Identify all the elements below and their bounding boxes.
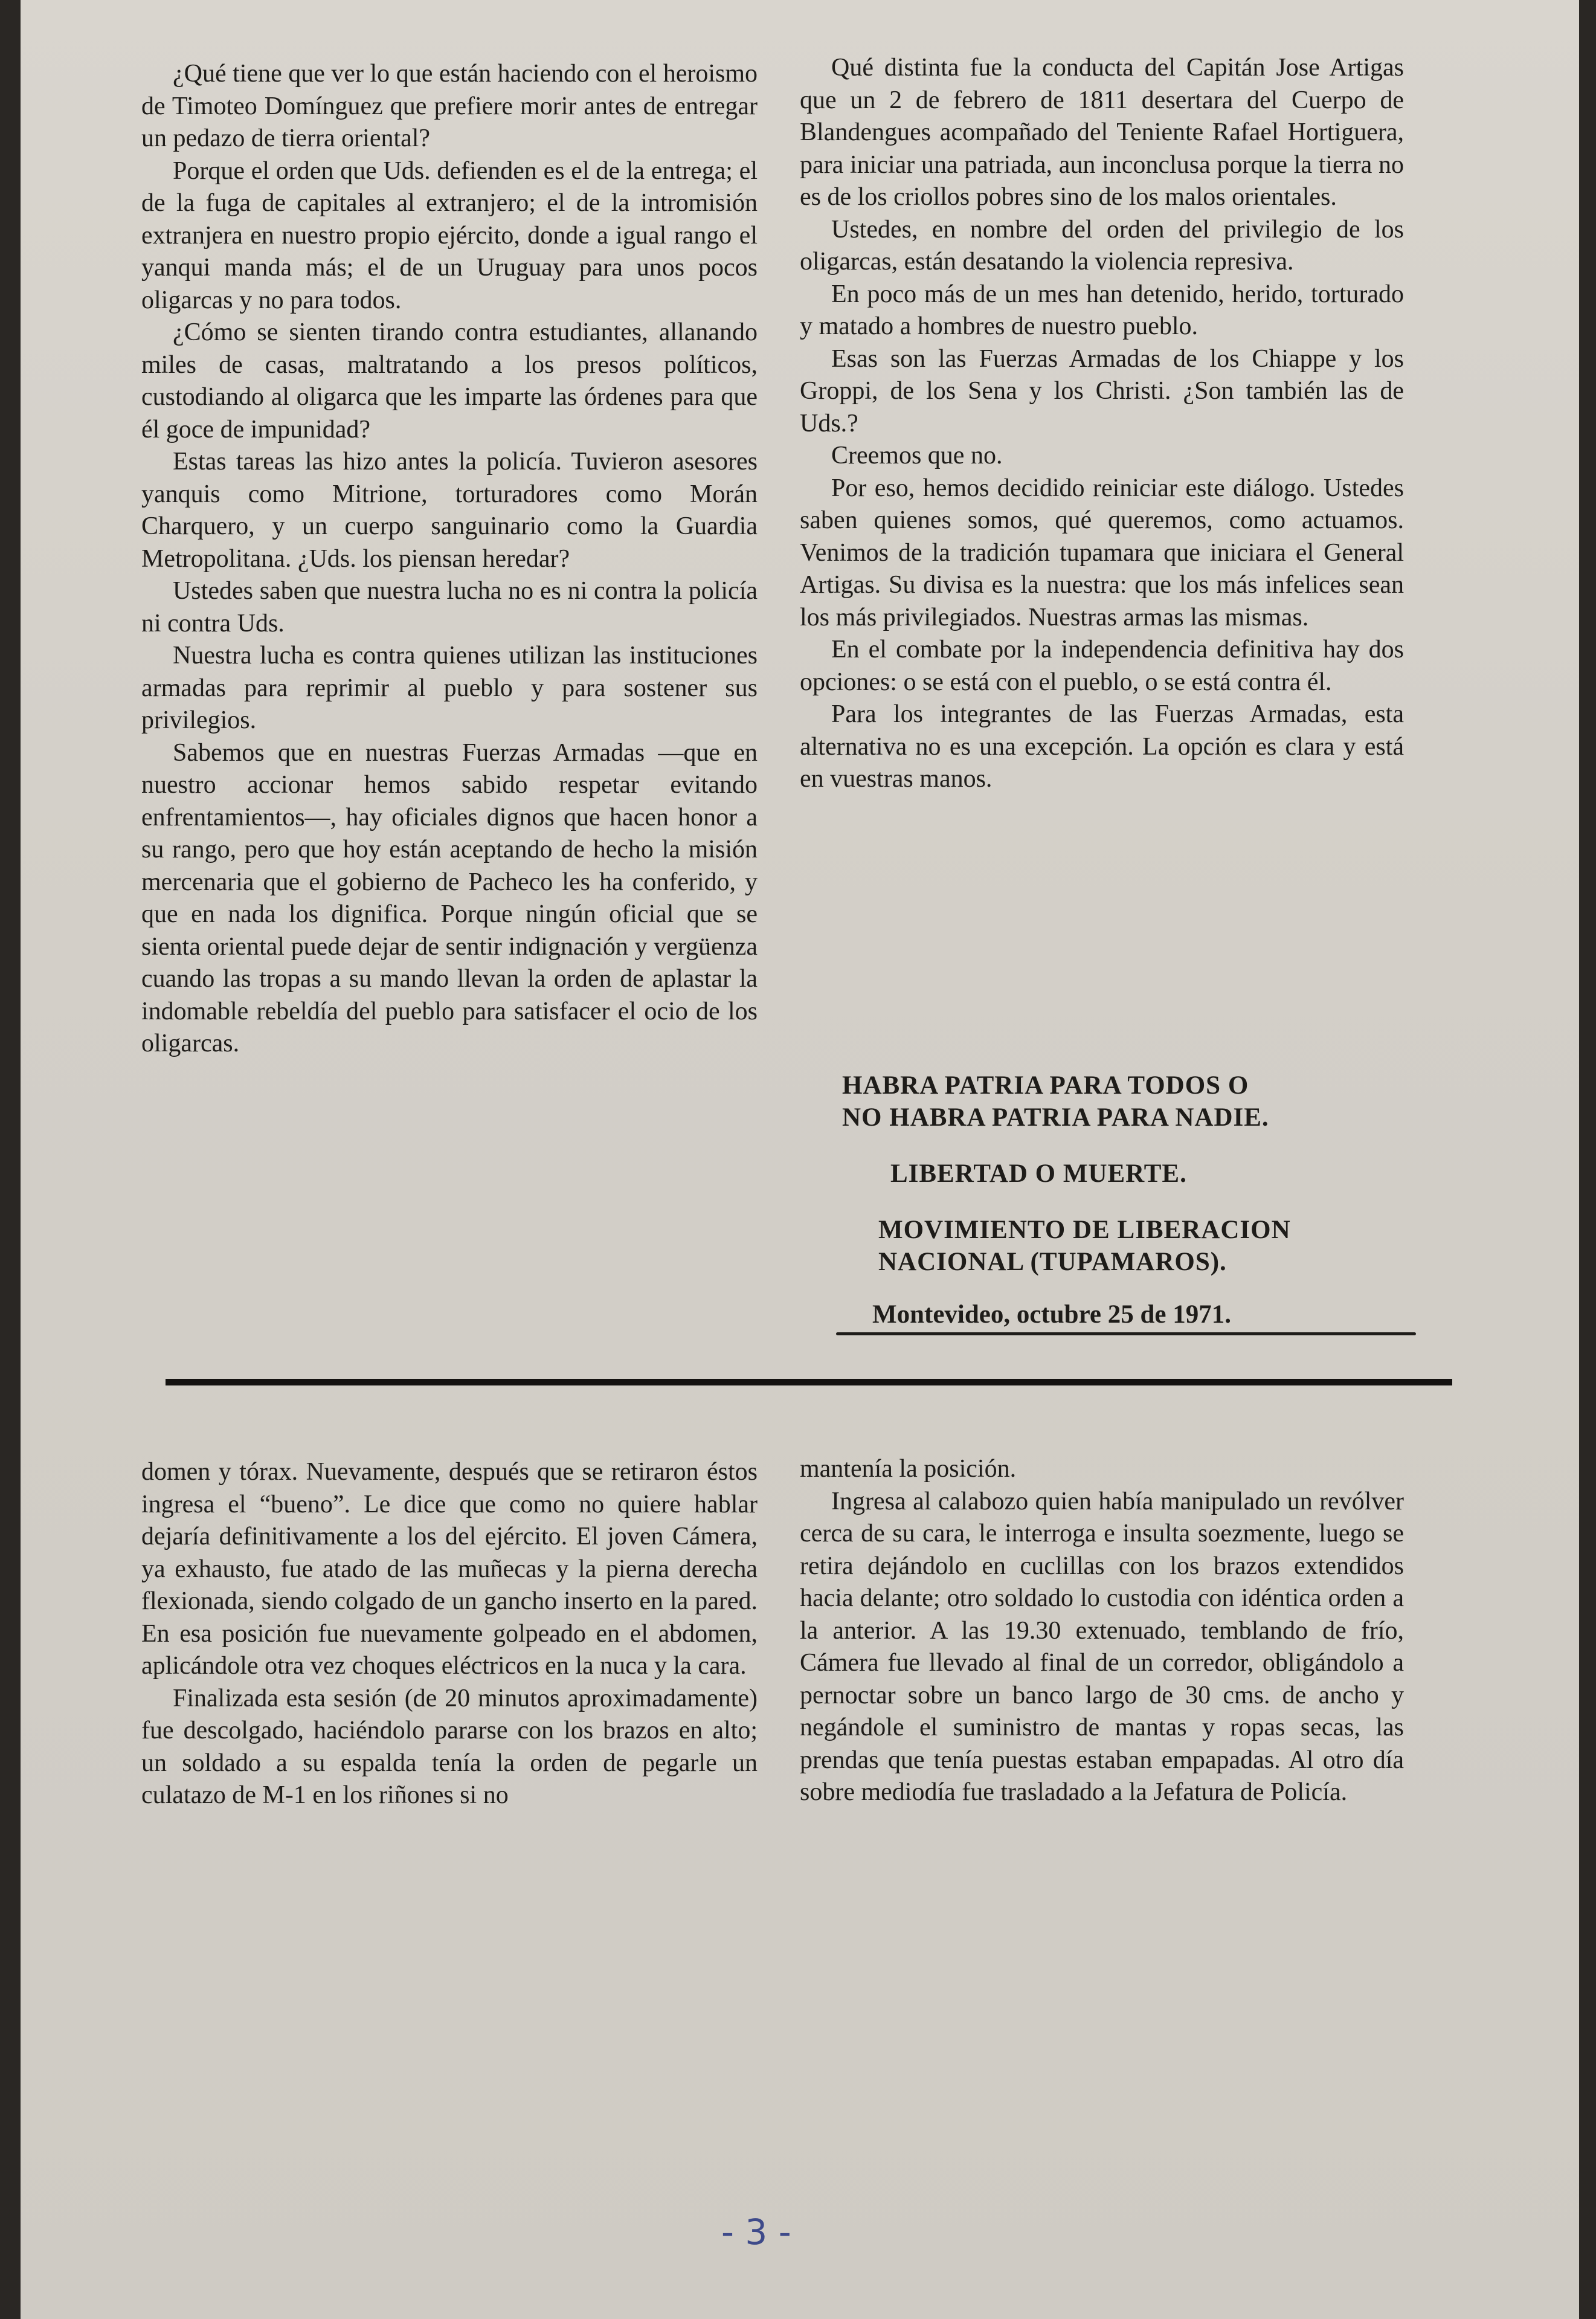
slogan-line: HABRA PATRIA PARA TODOS O — [842, 1071, 1249, 1100]
paragraph: Creemos que no. — [831, 442, 1003, 469]
paragraph: Estas tareas las hizo antes la policía. Tuvieron asesores yanquis como Mitrione, torturadores como Morán Charquero, y un cuerpo sanguinario como la Guardia Metropolitana. ¿Uds. los piensan heredar? — [141, 448, 758, 573]
paragraph: Sabemos que en nuestras Fuerzas Armadas —que en nuestro accionar hemos sabido respetar evitando enfrentamientos—, hay oficiales dignos que hacen honor a su rango, pero que hoy están aceptando de hecho la misión mercenaria que el gobierno de Pacheco les ha conferido, y que en nada los dignifica. Porque ningún oficial que se sienta oriental puede dejar de sentir indignación y vergüenza cuando las tropas a su mando llevan la orden de aplastar la indomable rebeldía del pueblo para satisfacer el ocio de los oligarcas. — [141, 738, 758, 1057]
paragraph: ¿Qué tiene que ver lo que están haciendo con el heroismo de Timoteo Domínguez que prefiere morir antes de entregar un pedazo de tierra oriental? — [141, 60, 758, 152]
paragraph: En el combate por la independencia definitiva hay dos opciones: o se está con el pueblo, o se está contra él. — [800, 636, 1404, 696]
paragraph: Qué distinta fue la conducta del Capitán Jose Artigas que un 2 de febrero de 1811 desertara del Cuerpo de Blandengues acompañado del Teniente Rafael Hortiguera, para iniciar una patriada, aun inconclusa porque la tierra no es de los criollos pobres sino de los malos orientales. — [800, 54, 1404, 211]
page-number: - 3 - — [721, 2211, 791, 2253]
paragraph: Ingresa al calabozo quien había manipulado un revólver cerca de su cara, le interroga e insulta soezmente, luego se retira dejándolo en cuclillas con los brazos extendidos hacia delante; otro soldado lo custodia con idéntica orden a la anterior. A las 19.30 extenuado, temblando de frío, Cámera fue llevado al final de un corredor, obligándolo a pernoctar sobre un banco largo de 30 cms. de ancho y negándole el suministro de mantas y ropas secas, las prendas que tenía puestas estaban empapadas. Al otro día sobre mediodía fue trasladado a la Jefatura de Policía. — [800, 1487, 1404, 1806]
organization-name: NACIONAL (TUPAMAROS). — [878, 1248, 1227, 1276]
paragraph: Ustedes, en nombre del orden del privilegio de los oligarcas, están desatando la violencia represiva. — [800, 215, 1404, 276]
document-page — [21, 0, 1579, 2319]
right-column-bottom — [800, 1453, 1404, 1809]
paragraph: Para los integrantes de las Fuerzas Armadas, esta alternativa no es una excepción. La opción es clara y está en vuestras manos. — [800, 700, 1404, 793]
closing-block — [842, 1069, 1422, 1330]
slogan-line: NO HABRA PATRIA PARA NADIE. — [842, 1103, 1269, 1132]
paragraph: En poco más de un mes han detenido, herido, torturado y matado a hombres de nuestro pueblo. — [800, 280, 1404, 340]
paragraph: mantenía la posición. — [800, 1455, 1017, 1483]
paragraph: domen y tórax. Nuevamente, después que se retiraron éstos ingresa el “bueno”. Le dice que como no quiere hablar dejaría definitivamente a los del ejército. El joven Cámera, ya exhausto, fue atado de las muñecas y la pierna derecha flexionada, siendo colgado de un gancho inserto en la pared. En esa posición fue nuevamente golpeado en el abdomen, aplicándole otra vez choques eléctricos en la nuca y la cara. — [141, 1458, 758, 1680]
left-column-top — [141, 58, 758, 1060]
signature-underline — [836, 1332, 1416, 1335]
left-column-bottom — [141, 1456, 758, 1812]
section-divider — [166, 1379, 1452, 1385]
paragraph: Ustedes saben que nuestra lucha no es ni contra la policía ni contra Uds. — [141, 577, 758, 637]
paragraph: Finalizada esta sesión (de 20 minutos aproximadamente) fue descolgado, haciéndolo pararse con los brazos en alto; un soldado a su espalda tenía la orden de pegarle un culatazo de M-1 en los riñones si no — [141, 1684, 758, 1809]
right-column-top — [800, 52, 1404, 796]
organization-name: MOVIMIENTO DE LIBERACION — [878, 1216, 1291, 1244]
paragraph: Por eso, hemos decidido reiniciar este diálogo. Ustedes saben quienes somos, qué queremos, como actuamos. Venimos de la tradición tupamara que iniciara el General Artigas. Su divisa es la nuestra: que los más infelices sean los más privilegiados. Nuestras armas las mismas. — [800, 474, 1404, 631]
place-date: Montevideo, octubre 25 de 1971. — [872, 1300, 1231, 1329]
paragraph: Nuestra lucha es contra quienes utilizan las instituciones armadas para reprimir al pueblo y para sostener sus privilegios. — [141, 642, 758, 734]
paragraph: ¿Cómo se sienten tirando contra estudiantes, allanando miles de casas, maltratando a los presos políticos, custodiando al oligarca que les imparte las órdenes para que él goce de impunidad? — [141, 318, 758, 443]
paragraph: Esas son las Fuerzas Armadas de los Chiappe y los Groppi, de los Sena y los Christi. ¿Son también las de Uds.? — [800, 344, 1404, 437]
paragraph: Porque el orden que Uds. defienden es el de la entrega; el de la fuga de capitales al extranjero; el de la intromisión extranjera en nuestro propio ejército, donde a igual rango el yanqui manda más; el de un Uruguay para unos pocos oligarcas y no para todos. — [141, 156, 758, 314]
motto: LIBERTAD O MUERTE. — [890, 1160, 1187, 1188]
